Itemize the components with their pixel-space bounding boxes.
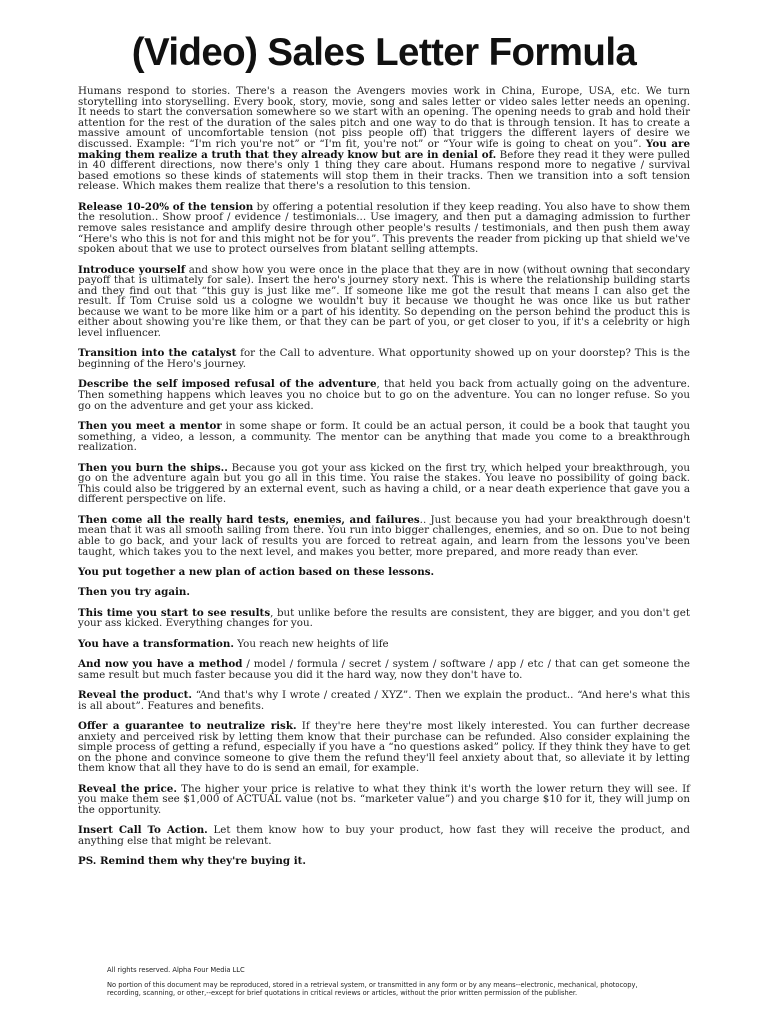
- paragraph-method: [78, 659, 690, 680]
- paragraph-transformation: [78, 639, 690, 650]
- paragraph-refusal: [78, 379, 690, 411]
- paragraph-text: The higher your price is relative to what they think it's worth the lower return they will see. If you make them see $1,000 of ACTUAL value (not bs. “marketer value”) and you charge $10 for it, they will jump on the opportunity.: [78, 782, 690, 817]
- paragraph-mentor: [78, 421, 690, 453]
- rights-reserved-text: All rights reserved. Alpha Four Media LLC: [107, 966, 245, 974]
- paragraph-text: Let them know how to buy your product, how fast they will receive the product, and anything else that might be relevant.: [78, 824, 690, 847]
- paragraph-hard-tests: [78, 515, 690, 557]
- paragraph-burn-ships: [78, 463, 690, 505]
- paragraph-text: Before they read it they were pulled in 40 different directions, now there's only 1 thing they care about. Humans respond more to negative / survival based emotions so these kinds of statements will stop them in their tracks. Then we transition into a soft tension release. Which makes them realize that there's a resolution to this tension.: [78, 148, 690, 193]
- document-body: [78, 86, 690, 877]
- paragraph-heading: Describe the self imposed refusal of the adventure: [78, 378, 377, 391]
- paragraph-text: Because you got your ass kicked on the first try, which helped your breakthrough, you go on the adventure again but you go all in this time. You raise the stakes. You leave no possibility of going back. This could also be triggered by an external event, such as having a child, or a near death experience that gave you a different perspective on life.: [78, 461, 690, 506]
- paragraph-heading: You have a transformation.: [78, 637, 234, 650]
- paragraph-try-again: [78, 587, 690, 598]
- reproduction-notice: No portion of this document may be reproduced, stored in a retrieval system, or transmitted in any form or by any means--electronic, mechanical, photocopy, recording, scanning, or other,--except for brief quotations in critical reviews or articles, without the prior written permission of the publisher.: [107, 980, 638, 997]
- paragraph-reveal-price: [78, 784, 690, 816]
- paragraph-text: You reach new heights of life: [233, 637, 389, 650]
- paragraph-heading: PS. Remind them why they're buying it.: [78, 855, 306, 868]
- paragraph-text: , but unlike before the results are consistent, they are bigger, and you don't get your ass kicked. Everything changes for you.: [78, 606, 690, 630]
- paragraph-new-plan: [78, 567, 690, 578]
- paragraph-heading: Release 10-20% of the tension: [78, 200, 254, 213]
- paragraph-text: and show how you were once in the place that they are in now (without owning that secondary payoff that is ultimately for sale). Insert the hero's journey story next. This is where the relationship building starts and they find out that “this guy is just like me”. If someone like me got the result that means I can also get the result. If Tom Cruise sold us a cologne we wouldn't buy it because we thought he was once like us but rather because we want to be more like him or a part of his identity. So depending on the person behind the product this is either about showing you're like them, or that they can be part of you, or get closer to you, if it's a celebrity or high level influencer.: [78, 263, 690, 340]
- paragraph-call-to-action: [78, 825, 690, 846]
- paragraph-heading: Then come all the really hard tests, enemies, and failures: [78, 513, 420, 526]
- paragraph-release-tension: [78, 202, 690, 255]
- paragraph-heading: Insert Call To Action.: [78, 824, 208, 837]
- paragraph-heading: And now you have a method: [78, 658, 243, 671]
- paragraph-text: for the Call to adventure. What opportunity showed up on your doorstep? This is the beginning of the Hero's journey.: [78, 347, 690, 371]
- paragraph-text: , that held you back from actually going on the adventure. Then something happens which leaves you no choice but to go on the adventure. You can no longer refuse. So you go on the adventure and get your ass kicked.: [78, 378, 690, 412]
- paragraph-text: “And that's why I wrote / created / XYZ”. Then we explain the product.. “And here's what this is all about”. Features and benefits.: [78, 689, 690, 712]
- paragraph-heading: Then you burn the ships..: [78, 461, 228, 474]
- paragraph-text: Humans respond to stories. There's a reason the Avengers movies work in China, Europe, USA, etc. We turn storytelling into storyselling. Every book, story, movie, song and sales letter or video sales letter needs an opening. It needs to start the conversation somewhere so we start with an opening. The opening needs to grab and hold their attention for the rest of the duration of the sales pitch and one way to do that is through tension. It has to create a massive amount of uncomfortable tension (not piss people off) that triggers the different layers of desire we discussed. Example: “I'm rich you're not” or “I'm fit, you're not” or “Your wife is going to cheat on you”.: [78, 85, 690, 150]
- paragraph-heading: Then you try again.: [78, 586, 190, 599]
- copyright-footer: [107, 967, 667, 997]
- paragraph-heading: This time you start to see results: [78, 606, 271, 619]
- document-title: (Video) Sales Letter Formula: [131, 31, 637, 74]
- paragraph-text: in some shape or form. It could be an actual person, it could be a book that taught you something, a video, a lesson, a community. The mentor can be anything that made you come to a breakthrough realization.: [78, 420, 690, 454]
- paragraph-heading: You put together a new plan of action based on these lessons.: [78, 565, 435, 578]
- paragraph-results: [78, 608, 690, 629]
- paragraph-opening: [78, 86, 690, 192]
- paragraph-heading: Introduce yourself: [78, 263, 186, 276]
- paragraph-heading: Offer a guarantee to neutralize risk.: [78, 720, 297, 733]
- paragraph-heading: Then you meet a mentor: [78, 420, 222, 433]
- paragraph-text: .. Just because you had your breakthrough doesn't mean that it was all smooth sailing from there. You run into bigger challenges, enemies, and so on. Due to not being able to go back, and your lack of results you are forced to retreat again, and learn from the lessons you've been taught, which takes you to the next level, and makes you better, more prepared, and more ready than ever.: [78, 513, 690, 558]
- paragraph-catalyst: [78, 348, 690, 369]
- paragraph-heading: Reveal the product.: [78, 689, 192, 702]
- paragraph-bold: You are making them realize a truth that they already know but are in denial of.: [78, 137, 690, 161]
- paragraph-text: by offering a potential resolution if they keep reading. You also have to show them the resolution.. Show proof / evidence / testimonials... Use imagery, and then put a damaging admission to further remove sales resistance and amplify desire through other people's results / testimonials, and then push them away “Here's who this is not for and this might not be for you”. This prevents the reader from picking up that shield we've spoken about that we use to protect ourselves from blatant selling attempts.: [78, 200, 690, 256]
- paragraph-text: / model / formula / secret / system / software / app / etc / that can get someone the same result but much faster because you did it the hard way, now they don't have to.: [78, 658, 690, 681]
- paragraph-introduce-yourself: [78, 265, 690, 339]
- paragraph-ps: [78, 856, 690, 867]
- paragraph-guarantee: [78, 721, 690, 774]
- paragraph-heading: Transition into the catalyst: [78, 347, 237, 360]
- paragraph-text: If they're here they're most likely interested. You can further decrease anxiety and perceived risk by letting them know that their purchase can be refunded. Also consider explaining the simple process of getting a refund, especially if you have a “no questions asked” policy. If they think they have to get on the phone and convince someone to give them the refund they'll feel anxiety about that, so alleviate it by letting them know that all they have to do is send an email, for example.: [78, 720, 690, 775]
- paragraph-heading: Reveal the price.: [78, 782, 177, 795]
- paragraph-reveal-product: [78, 690, 690, 711]
